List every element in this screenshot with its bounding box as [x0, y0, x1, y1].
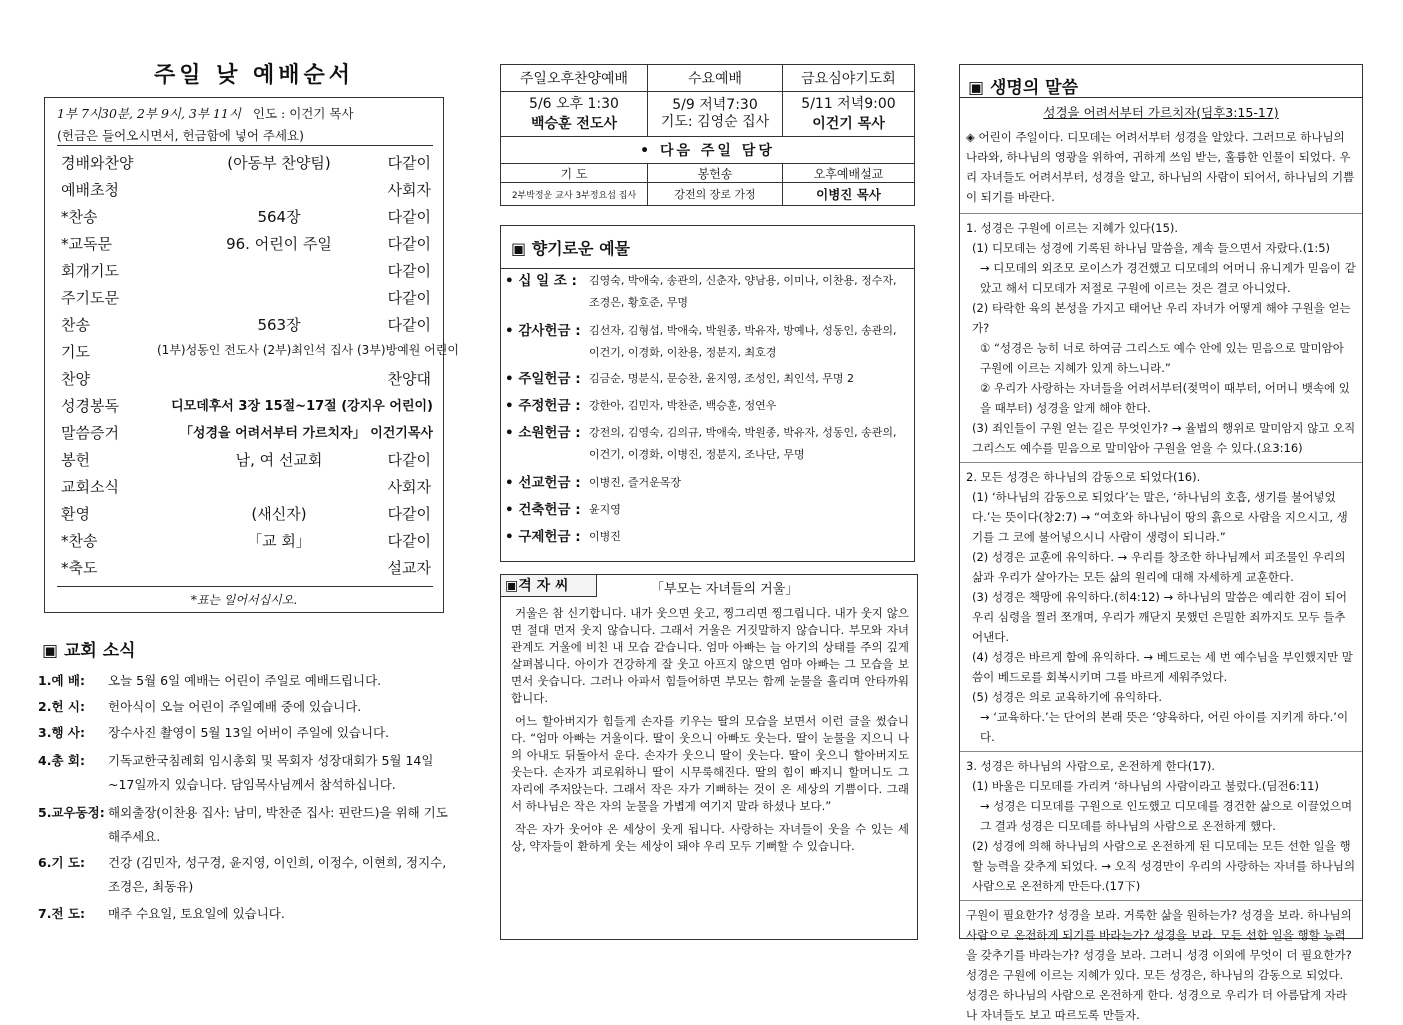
offering-row: [505, 395, 909, 417]
sermon-box: [959, 64, 1363, 1022]
schedule-header: 금요심야기도회: [783, 65, 915, 92]
schedule-time: 5/11 저녁9:00: [801, 95, 896, 112]
schedule-cell: [783, 92, 915, 137]
order-item-name: *교독문: [61, 235, 112, 253]
order-item-name: *축도: [61, 559, 98, 577]
news-text: 기독교한국침례회 임시총회 및 목회자 성장대회가 5월 14일~17일까지 있습니다. 담임목사님께서 참석하십니다.: [108, 753, 434, 792]
order-row: [61, 422, 433, 449]
news-label: 4.총 회:: [38, 753, 85, 768]
news-item: [38, 749, 448, 797]
sermon-subpoint: (1) ‘하나님의 감동으로 되었다’는 말은, ‘하나님의 호흡, 생기를 불어넣었다.’는 뜻이다(창2:7) → “여호와 하나님이 땅의 흙으로 사람을 지으시고, 생기를 그 코에 불어넣으시니 사람이 생령이 되니라.”: [972, 490, 1348, 544]
schedule-table: [500, 64, 915, 206]
order-item-by: 찬양대: [387, 370, 431, 388]
order-item-name: 교회소식: [61, 478, 119, 496]
order-item-detail: 563장: [257, 316, 301, 334]
offering-label: • 감사헌금 :: [505, 323, 581, 339]
sermon-intro: ◈ 어린이 주일이다. 디모데는 어려서부터 성경을 알았다. 그러므로 하나님의 나라와, 하나님의 영광을 위하여, 귀하게 쓰임 받는, 훌륭한 인물이 되었다. 우리 자녀들도 어려서부터, 성경을 알고, 하나님의 사람이 되어서, 하나님의 기쁨이 되기를 바란다.: [966, 130, 1355, 204]
sermon-subpoint: (3) 성경은 책망에 유익하다.(히4:12) → 하나님의 말씀은 예리한 검이 되어 우리 심령을 찔러 쪼개며, 우리가 깨닫지 못했던 은밀한 죄까지도 모두 들추어낸다.: [972, 590, 1348, 644]
news-text: 매주 수요일, 토요일에 있습니다.: [108, 906, 285, 921]
next-sunday-duty-title: • 다음 주일 담당: [501, 137, 915, 164]
order-item-detail: 「성경을 어려서부터 가르치자」 이건기목사: [179, 426, 433, 441]
essay-title: 「부모는 자녀들의 거울」: [651, 582, 799, 597]
schedule-header: 수요예배: [648, 65, 783, 92]
sermon-subpoint: (3) 죄인들이 구원 얻는 길은 무엇인가? → 율법의 행위로 말미암지 않고 오직 그리스도 예수를 믿음으로 말미암아 구원을 얻을 수 있다.(요3:16): [972, 421, 1356, 455]
order-item-name: 찬송: [61, 316, 90, 334]
service-times-text: 1부 7시30분, 2부 9시, 3부 11시: [57, 106, 241, 121]
order-item-by: 다같이: [387, 235, 431, 253]
offering-row: [505, 320, 909, 364]
news-text: 해외출장(이찬용 집사: 남미, 박찬준 집사: 핀란드)을 위해 기도해주세요.: [108, 805, 448, 844]
duty-value: 강전의 장로 가정: [648, 183, 783, 206]
schedule-cell: [501, 92, 648, 137]
sermon-point: 2. 모든 성경은 하나님의 감동으로 되었다(16).: [966, 470, 1201, 484]
sermon-subpoint: (2) 성경은 교훈에 유익하다. → 우리를 창조한 하나님께서 피조물인 우리의 삶과 우리가 살아가는 모든 삶의 원리에 대해 자세하게 교훈한다.: [972, 550, 1346, 584]
order-item-detail: 디모데후서 3장 15절~17절 (강지우 어린이): [171, 399, 433, 414]
essay-tag: ▣격 자 씨: [501, 575, 597, 597]
sermon-section-title: ▣ 생명의 말씀: [968, 78, 1079, 98]
sermon-closing: 구원이 필요한가? 성경을 보라. 거룩한 삶을 원하는가? 성경을 보라. 하나님의 사람으로 온전하게 되기를 바라는가? 성경을 보라. 모든 선한 일을 행할 능력을 갖추기를 바라는가? 성경을 보라. 그러니 성경 이외에 무엇이 더 필요한가? 성경은 구원에 이르는 지혜가 있다. 모든 성경은, 하나님의 감동으로 되었다. 성경은 하나님의 사람으로 온전하게 한다. 성경으로 우리가 더 아름답게 자라나 자녀들도 보고 따르도록 만들자.: [966, 908, 1352, 1022]
duty-header: 봉헌송: [648, 164, 783, 183]
offering-label: • 건축헌금 :: [505, 502, 581, 518]
order-item-detail: 564장: [257, 208, 301, 226]
offering-row: [505, 499, 909, 521]
offering-box: [500, 225, 915, 562]
order-item-by: 다같이: [387, 505, 431, 523]
divider: [57, 586, 433, 587]
offering-label: • 주정헌금 :: [505, 398, 581, 414]
news-text: 장수사진 촬영이 5월 13일 어버이 주일에 있습니다.: [108, 725, 390, 740]
news-label: 2.헌 시:: [38, 699, 85, 714]
order-item-name: 찬양: [61, 370, 90, 388]
order-item-detail: 「교 회」: [247, 532, 311, 550]
offering-row: [505, 472, 909, 494]
sermon-subpoint: (5) 성경은 의로 교육하기에 유익하다.: [972, 690, 1163, 704]
order-item-detail: (1부)성동인 전도사 (2부)최인석 집사 (3부)방예원 어린이: [157, 343, 459, 357]
offering-row: [505, 422, 909, 466]
schedule-time: 5/9 저녁7:30: [672, 97, 758, 113]
order-item-name: *찬송: [61, 532, 98, 550]
sermon-point: 3. 성경은 하나님의 사람으로, 온전하게 한다(17).: [966, 759, 1216, 773]
order-item-by: 다같이: [387, 262, 431, 280]
worship-leader: 인도 : 이건기 목사: [252, 106, 354, 121]
order-row: [61, 557, 433, 584]
essay-box: [500, 574, 918, 940]
sermon-subpoint: (1) 디모데는 성경에 기록된 하나님 말씀을, 계속 들으면서 자랐다.(1:5): [972, 241, 1331, 255]
stand-footnote: *표는 일어서십시오.: [190, 593, 298, 607]
divider: [960, 751, 1362, 752]
divider: [501, 268, 914, 269]
order-row: [61, 260, 433, 287]
order-row: [61, 233, 433, 260]
sermon-detail: → 성경은 디모데를 구원으로 인도했고 디모데를 경건한 삶으로 이끌었으며 그 결과 성경은 디모데를 하나님의 사람으로 온전하게 했다.: [980, 799, 1353, 833]
order-item-name: 경배와찬양: [61, 154, 134, 172]
sermon-subpoint: (2) 타락한 육의 본성을 가지고 태어난 우리 자녀가 어떻게 해야 구원을 얻는가?: [972, 301, 1351, 335]
news-label: 6.기 도:: [38, 855, 85, 870]
sermon-subpoint: (2) 성경에 의해 하나님의 사람으로 온전하게 된 디모데는 모든 선한 일을 행할 능력을 갖추게 되었다. → 오직 성경만이 우리의 사랑하는 자녀를 하나님의 사람으로 온전하게 만든다.(17下): [972, 839, 1356, 893]
essay-paragraph: 거울은 참 신기합니다. 내가 웃으면 웃고, 찡그리면 찡그립니다. 내가 웃지 않으면 절대 먼저 웃지 않습니다. 그래서 거울은 거짓말하지 않습니다. 부모와 자녀 관계도 거울에 비친 내 모습 같습니다. 엄마 아빠는 늘 아기의 상태를 주의 깊게 살펴봅니다. 아이가 건강하게 잘 웃고 아프지 않으면 엄마 아빠는 그 모습을 보면서 웃습니다. 그러나 아파서 힘들어하면 부모는 함께 눈물을 흘리며 안타까워합니다.: [511, 606, 909, 705]
news-item: [38, 695, 448, 719]
order-item-by: 다같이: [387, 208, 431, 226]
sermon-detail: ② 우리가 사랑하는 자녀들을 어려서부터(젖먹이 때부터, 어머니 뱃속에 있을 때부터) 성경을 알게 해야 한다.: [980, 381, 1350, 415]
order-row: [61, 314, 433, 341]
news-text: 건강 (김민자, 성구경, 윤지영, 이인희, 이정수, 이현희, 정지수, 조경은, 최동유): [108, 855, 447, 894]
offering-names: 이병진, 즐거운목장: [589, 476, 682, 489]
schedule-time: 5/6 오후 1:30: [529, 95, 619, 112]
divider: [57, 145, 433, 146]
schedule-person: 백승훈 전도사: [530, 115, 618, 132]
order-item-by: 설교자: [387, 559, 431, 577]
sermon-subpoint: (1) 바울은 디모데를 가리켜 ‘하나님의 사람이라고 불렀다.(딤전6:11): [972, 779, 1319, 793]
schedule-cell: [648, 92, 783, 137]
church-news-title: ▣ 교회 소식: [42, 641, 136, 661]
news-item: [38, 669, 448, 693]
order-item-by: 사회자: [387, 181, 431, 199]
news-label: 5.교우동정:: [38, 805, 105, 820]
news-item: [38, 801, 448, 849]
news-item: [38, 851, 448, 899]
order-item-by: 다같이: [387, 532, 431, 550]
offering-names: 강전의, 김영숙, 김의규, 박애숙, 박원종, 박유자, 성동인, 송관의, 이건기, 이경화, 이병진, 정분지, 조나단, 무명: [589, 426, 897, 461]
offering-label: • 선교헌금 :: [505, 475, 581, 491]
offering-names: 김선자, 김형섭, 박애숙, 박원종, 박유자, 방예나, 성동인, 송관의, 이건기, 이경화, 이찬용, 정분지, 최호경: [589, 324, 897, 359]
sermon-detail: → ‘교육하다.’는 단어의 본래 뜻은 ‘양육하다, 어린 아이를 지키게 하다.’이다.: [980, 710, 1349, 744]
sermon-subpoint: (4) 성경은 바르게 함에 유익하다. → 베드로는 세 번 예수님을 부인했지만 말씀이 베드로를 회복시키며 그를 바르게 세워주었다.: [972, 650, 1353, 684]
order-item-name: 기도: [61, 343, 90, 361]
offering-row: [505, 368, 909, 390]
schedule-header: 주일오후찬양예배: [501, 65, 648, 92]
sermon-detail: ① “성경은 능히 너로 하여금 그리스도 예수 안에 있는 믿음으로 말미암아 구원에 이르는 지혜가 있게 하느니라.”: [980, 341, 1344, 375]
offering-note: (헌금은 들어오시면서, 헌금함에 넣어 주세요): [57, 128, 304, 143]
duty-header: 오후예배설교: [783, 164, 915, 183]
sermon-body: [966, 127, 1356, 1025]
order-item-name: *찬송: [61, 208, 98, 226]
duty-value: 이병진 목사: [783, 183, 915, 206]
news-item: [38, 721, 448, 745]
schedule-person: 이건기 목사: [812, 115, 885, 132]
order-item-name: 예배초청: [61, 181, 119, 199]
offering-label: • 구제헌금 :: [505, 529, 581, 545]
offering-names: 윤지영: [589, 503, 621, 516]
offering-names: 강한아, 김민자, 박찬준, 백승훈, 정연우: [589, 399, 777, 412]
offering-row: [505, 270, 909, 314]
order-row: [61, 476, 433, 503]
divider: [960, 97, 1362, 98]
worship-order-title: 주일 낮 예배순서: [153, 63, 355, 88]
news-text: 헌아식이 오늘 어린이 주일예배 중에 있습니다.: [108, 699, 362, 714]
sermon-title: 성경을 어려서부터 가르치자(딤후3:15-17): [1043, 105, 1279, 120]
offering-names: 김영숙, 박애숙, 송관의, 신춘자, 양남용, 이미나, 이찬용, 정수자, 조경은, 황호준, 무명: [589, 274, 897, 309]
order-item-by: 다같이: [387, 316, 431, 334]
duty-value: 2부박정운 교사 3부정요섭 집사: [501, 183, 648, 206]
order-item-name: 환영: [61, 505, 90, 523]
divider: [960, 462, 1362, 463]
offering-title: ▣ 향기로운 예물: [511, 239, 630, 258]
duty-header: 기 도: [501, 164, 648, 183]
order-item-name: 봉헌: [61, 451, 90, 469]
essay-paragraph: 작은 자가 웃어야 온 세상이 웃게 됩니다. 사랑하는 자녀들이 웃을 수 있는 세상, 약자들이 환하게 웃는 세상이 돼야 우리 모두 기뻐할 수 있습니다.: [511, 822, 909, 853]
order-row: [61, 287, 433, 314]
order-item-detail: 96. 어린이 주일: [226, 235, 332, 253]
order-row: [61, 368, 433, 395]
order-item-name: 주기도문: [61, 289, 119, 307]
offering-names: 김금순, 명분식, 문승찬, 윤지영, 조성인, 최인석, 무명 2: [589, 372, 854, 385]
sermon-point: 1. 성경은 구원에 이르는 지혜가 있다(15).: [966, 221, 1179, 235]
service-times: [57, 104, 437, 122]
news-text: 오늘 5월 6일 예배는 어린이 주일로 예배드립니다.: [108, 673, 382, 688]
order-item-detail: (아동부 찬양팀): [227, 154, 331, 172]
news-item: [38, 902, 448, 926]
essay-paragraph: 어느 할아버지가 힘들게 손자를 키우는 딸의 모습을 보면서 이런 글을 썼습니다. “엄마 아빠는 거울이다. 딸이 웃으니 아빠도 웃는다. 딸이 눈물을 지으니 나의 아내도 뒤돌아서 운다. 손자가 웃으니 딸이 웃는다. 딸이 웃으니 할아버지도 웃는다. 손자가 괴로워하니 딸이 시무룩해진다. 딸의 힘이 빠지니 할머니도 그 자리에 주저앉는다. 그래서 작은 자가 기뻐하는 것이 온 세상의 기쁨이다. 그래서 하나님은 작은 자의 눈물을 가볍게 여기지 말라 하셨나 보다.”: [511, 714, 909, 813]
order-row: [61, 179, 433, 206]
order-row: [61, 449, 433, 476]
schedule-person: 기도: 김영순 집사: [660, 114, 770, 130]
divider: [960, 900, 1362, 901]
order-item-by: 다같이: [387, 451, 431, 469]
news-label: 7.전 도:: [38, 906, 85, 921]
order-item-name: 회개기도: [61, 262, 119, 280]
offering-row: [505, 526, 909, 548]
order-row: [61, 530, 433, 557]
order-item-name: 말씀증거: [61, 424, 119, 442]
news-label: 3.행 사:: [38, 725, 85, 740]
sermon-detail: → 디모데의 외조모 로이스가 경건했고 디모데의 어머니 유니게가 믿음이 같았고 해서 디모데가 저절로 구원에 이르는 것은 결코 아니었다.: [980, 261, 1356, 295]
offering-label: • 십 일 조 :: [505, 273, 577, 289]
order-item-by: 다같이: [387, 154, 431, 172]
news-label: 1.예 배:: [38, 673, 85, 688]
essay-body: [511, 605, 909, 861]
order-row: [61, 206, 433, 233]
offering-names: 이병진: [589, 530, 621, 543]
offering-label: • 소원헌금 :: [505, 425, 581, 441]
order-item-detail: (새신자): [251, 505, 307, 523]
order-item-by: 사회자: [387, 478, 431, 496]
order-item-by: 다같이: [387, 289, 431, 307]
order-item-name: 성경봉독: [61, 397, 119, 415]
order-row: [61, 341, 459, 368]
divider: [960, 213, 1362, 214]
order-item-detail: 남, 여 선교회: [235, 451, 323, 469]
order-row: [61, 503, 433, 530]
order-row: [61, 152, 433, 179]
order-row: [61, 395, 433, 422]
worship-order-box: [44, 97, 459, 613]
offering-label: • 주일헌금 :: [505, 371, 581, 387]
